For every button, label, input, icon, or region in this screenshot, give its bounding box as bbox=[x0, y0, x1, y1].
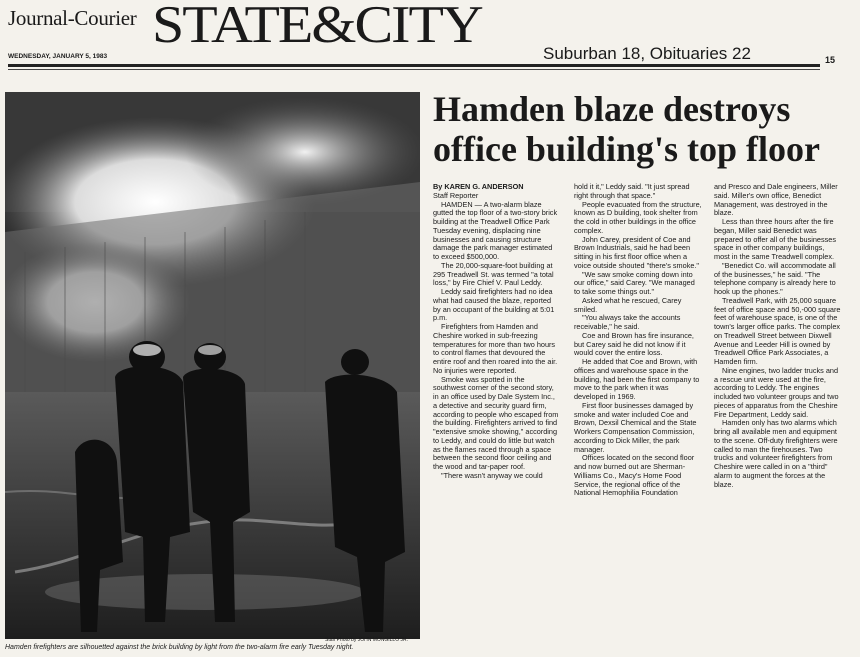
paragraph: Smoke was spotted in the southwest corner of the second story, in an office used by Dale System Inc., a detective and security guard firm, according to people who escaped from the building. Firefighters arrived to find "extensive smoke showing," according to Leddy, and could do little but watch as the flames raced through a space between the second floor ceiling and the wood and tar-paper roof. bbox=[433, 374, 559, 471]
paragraph: First floor businesses damaged by smoke and water included Coe and Brown, Dexsil Chemical and the State Workers Compensation Commission, according to Dick Miller, the park manager. bbox=[574, 400, 697, 454]
article-column-1 bbox=[433, 183, 559, 481]
photo-credit: Staff Photo by JOHN MONGILLO JR. bbox=[325, 637, 408, 643]
paragraph: Hamden only has two alarms which bring all available men and equipment to the scene. Off-duty firefighters were called to man the firehouses. Two trucks and volunteer firefighters from Cheshire were called in on a "third" alarm to augment the forces at the blaze. bbox=[714, 418, 838, 489]
paragraph: "Benedict Co. will accommodate all of the businesses," he said. "The telephone company is already here to hook up the phones." bbox=[714, 260, 836, 296]
paragraph: "We saw smoke coming down into our office," said Carey. "We managed to take some things out." bbox=[574, 269, 695, 296]
newspaper-name: Journal-Courier bbox=[8, 6, 137, 30]
page-number: 15 bbox=[825, 55, 836, 65]
issue-date: WEDNESDAY, JANUARY 5, 1983 bbox=[8, 53, 108, 60]
article-headline: Hamden blaze destroys office building's top floor bbox=[433, 89, 821, 169]
paragraph: He added that Coe and Brown, with offices and warehouse space in the building, had been the first company to move to the park when it was developed in 1969. bbox=[574, 357, 700, 401]
paragraph: John Carey, president of Coe and Brown Industrials, said he had been sitting in his first floor office when a voice outside shouted "there's smoke." bbox=[574, 234, 700, 270]
masthead-rule bbox=[8, 64, 820, 67]
paragraph: "You always take the accounts receivable," he said. bbox=[574, 313, 681, 331]
paragraph: Leddy said firefighters had no idea what had caused the blaze, reported by an occupant of the building at 5:01 p.m. bbox=[433, 287, 555, 323]
article-column-3 bbox=[714, 183, 842, 489]
byline: By KAREN G. ANDERSON bbox=[433, 182, 524, 191]
paragraph: Firefighters from Hamden and Cheshire worked in sub-freezing temperatures for more than two hours to control flames that devoured the entire roof and then roared into the air. No injuries were reported. bbox=[433, 322, 558, 375]
byline-role: Staff Reporter bbox=[433, 190, 479, 200]
article-column-2 bbox=[574, 183, 702, 498]
paragraph: Offices located on the second floor and now burned out are Sherman-Williams Co., Macy's Home Food Service, the regional office of the National Hemophilia Foundation bbox=[574, 453, 695, 498]
paragraph: Treadwell Park, with 25,000 square feet of office space and 50,-000 square feet of warehouse space, is one of the town's larger office parks. The complex on Treadwell Street between Dixwell Avenue and Leeder Hill is owned by Treadwell Office Park Associates, a Hamden firm. bbox=[714, 295, 841, 366]
paragraph: The 20,000-square-foot building at 295 Treadwell St. was termed "a total loss," by Fire Chief V. Paul Leddy. bbox=[433, 260, 554, 288]
photo-caption: Hamden firefighters are silhouetted against the brick building by light from the two-alarm fire early Tuesday night. bbox=[5, 644, 354, 651]
paragraph: HAMDEN — A two-alarm blaze gutted the top floor of a two-story brick building at the Treadwell Office Park Tuesday evening, displacing nine businesses and causing structure damage the park manager estimated to exceed $500,000. bbox=[433, 199, 558, 261]
fire-photo bbox=[5, 92, 420, 639]
section-index: Suburban 18, Obituaries 22 bbox=[543, 44, 751, 63]
paragraph: and Presco and Dale engineers, Miller said. Miller's own office, Benedict Management, was destroyed in the blaze. bbox=[714, 182, 838, 218]
paragraph: Nine engines, two ladder trucks and a rescue unit were used at the fire, according to Leddy. The engines included two volunteer groups and two pieces of apparatus from the Cheshire Fire Department, Leddy said. bbox=[714, 365, 839, 419]
paragraph: Asked what he rescued, Carey smiled. bbox=[574, 295, 682, 314]
section-title: STATE&CITY bbox=[152, 0, 482, 55]
paragraph: hold it it," Leddy said. "It just spread right through that space." bbox=[574, 182, 690, 200]
paragraph: Less than three hours after the fire began, Miller said Benedict was prepared to offer all of the businesses space in other company buildings, most in the same Treadwell complex. bbox=[714, 217, 836, 261]
paragraph: People evacuated from the structure, known as D building, took shelter from the cold in other buildings in the office complex. bbox=[574, 199, 702, 235]
paragraph: Coe and Brown has fire insurance, but Carey said he did not know if it would cover the entire loss. bbox=[574, 330, 694, 358]
paragraph: "There wasn't anyway we could bbox=[441, 470, 543, 480]
masthead-rule-thin bbox=[8, 69, 820, 70]
